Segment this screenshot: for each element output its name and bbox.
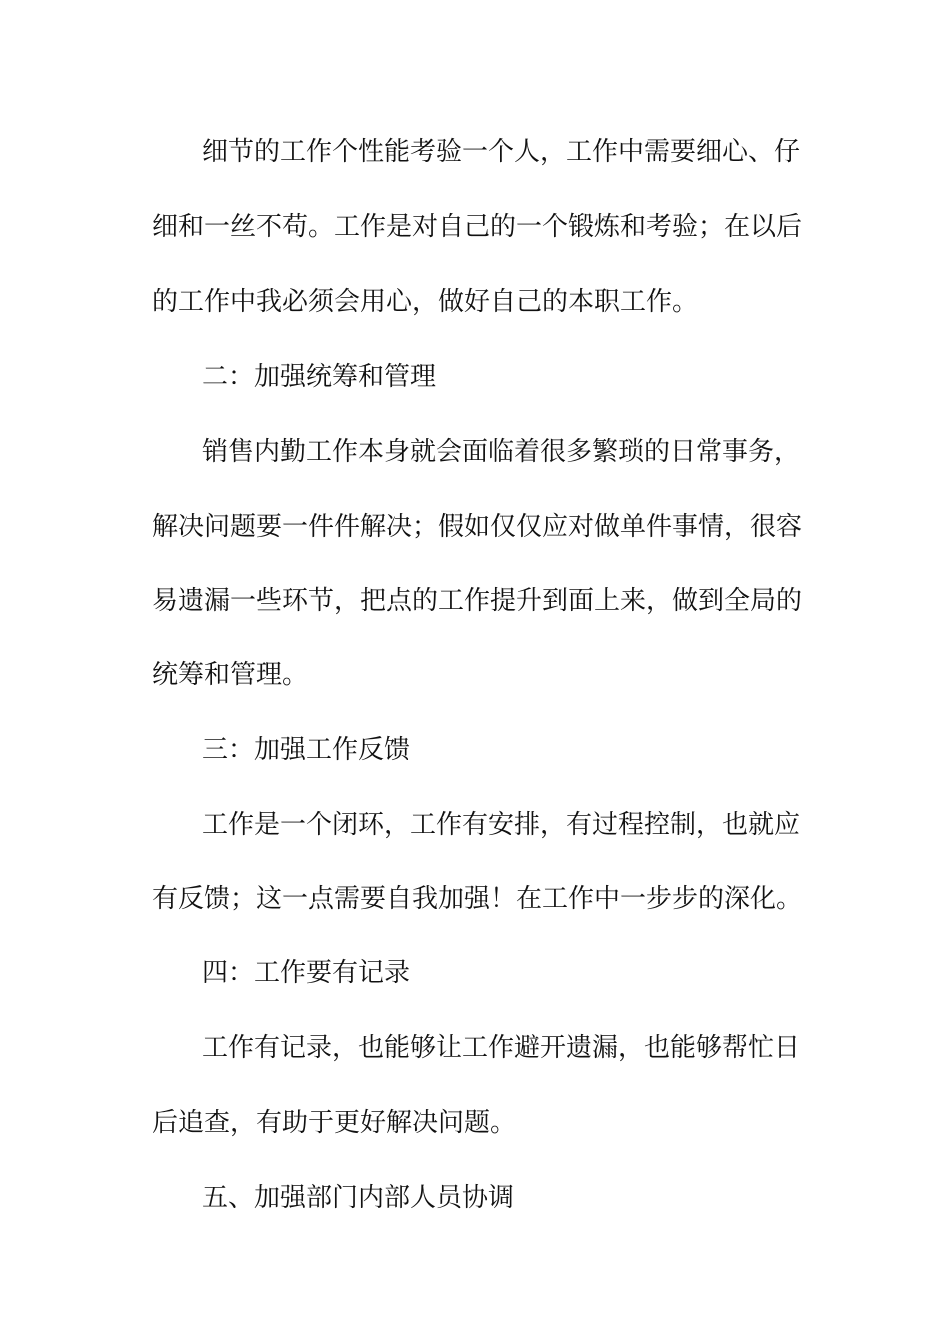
paragraph-line: 有反馈；这一点需要自我加强！在工作中一步步的深化。 bbox=[152, 884, 803, 914]
paragraph-line: 统筹和管理。 bbox=[152, 660, 309, 690]
paragraph-line: 销售内勤工作本身就会面临着很多繁琐的日常事务， bbox=[202, 437, 801, 467]
section-heading: 三：加强工作反馈 bbox=[202, 735, 411, 765]
section-heading: 二：加强统筹和管理 bbox=[202, 362, 437, 392]
section-heading: 四：工作要有记录 bbox=[202, 958, 411, 988]
paragraph-line: 解决问题要一件件解决；假如仅仅应对做单件事情，很容 bbox=[152, 512, 803, 542]
paragraph-line: 的工作中我必须会用心，做好自己的本职工作。 bbox=[152, 287, 699, 317]
section-heading: 五、加强部门内部人员协调 bbox=[202, 1183, 515, 1213]
paragraph-line: 后追查，有助于更好解决问题。 bbox=[152, 1108, 517, 1138]
paragraph-line: 细节的工作个性能考验一个人，工作中需要细心、仔 bbox=[202, 137, 801, 167]
paragraph-line: 工作是一个闭环，工作有安排，有过程控制，也就应 bbox=[202, 810, 801, 840]
paragraph-line: 工作有记录，也能够让工作避开遗漏，也能够帮忙日 bbox=[202, 1033, 801, 1063]
paragraph-line: 细和一丝不苟。工作是对自己的一个锻炼和考验；在以后 bbox=[152, 212, 803, 242]
paragraph-line: 易遗漏一些环节，把点的工作提升到面上来，做到全局的 bbox=[152, 586, 803, 616]
